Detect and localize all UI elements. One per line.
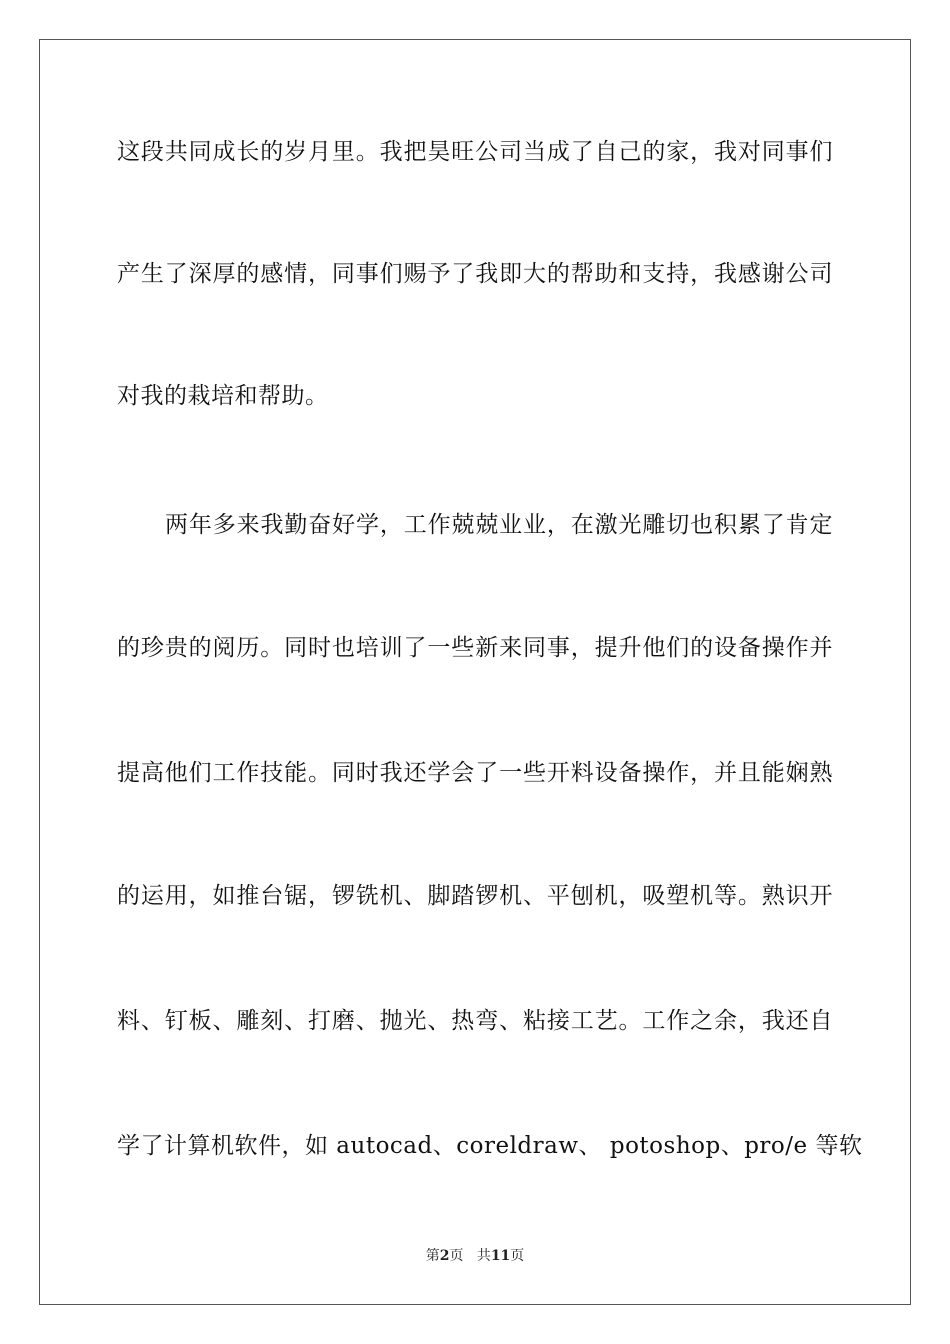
body-text-line: 提高他们工作技能。同时我还学会了一些开料设备操作，并且能娴熟 — [117, 760, 833, 786]
page-suffix: 页 — [449, 1248, 464, 1264]
body-text-line: 的运用，如推台锯，锣铣机、脚踏锣机、平刨机，吸塑机等。熟识开 — [117, 883, 833, 909]
body-text-line: 这段共同成长的岁月里。我把昊旺公司当成了自己的家，我对同事们 — [117, 139, 833, 165]
body-text-line: 学了计算机软件，如 autocad、coreldraw、 potoshop、pro/e 等软 — [117, 1133, 863, 1159]
page-border — [39, 39, 911, 1305]
page-prefix: 第 — [425, 1248, 440, 1264]
page-footer — [0, 1247, 950, 1265]
body-text-line: 的珍贵的阅历。同时也培训了一些新来同事，提升他们的设备操作并 — [117, 635, 833, 661]
body-text-line: 产生了深厚的感情，同事们赐予了我即大的帮助和支持，我感谢公司 — [117, 261, 833, 287]
total-prefix: 共 — [476, 1248, 491, 1264]
total-page-count: 11 — [490, 1248, 511, 1264]
paragraph-first-line: 两年多来我勤奋好学，工作兢兢业业，在激光雕切也积累了肯定 — [165, 512, 833, 538]
total-suffix: 页 — [510, 1248, 525, 1264]
body-text-line: 对我的栽培和帮助。 — [117, 383, 329, 409]
current-page-number: 2 — [439, 1248, 450, 1264]
body-text-line: 料、钉板、雕刻、打磨、抛光、热弯、粘接工艺。工作之余，我还自 — [117, 1008, 833, 1034]
